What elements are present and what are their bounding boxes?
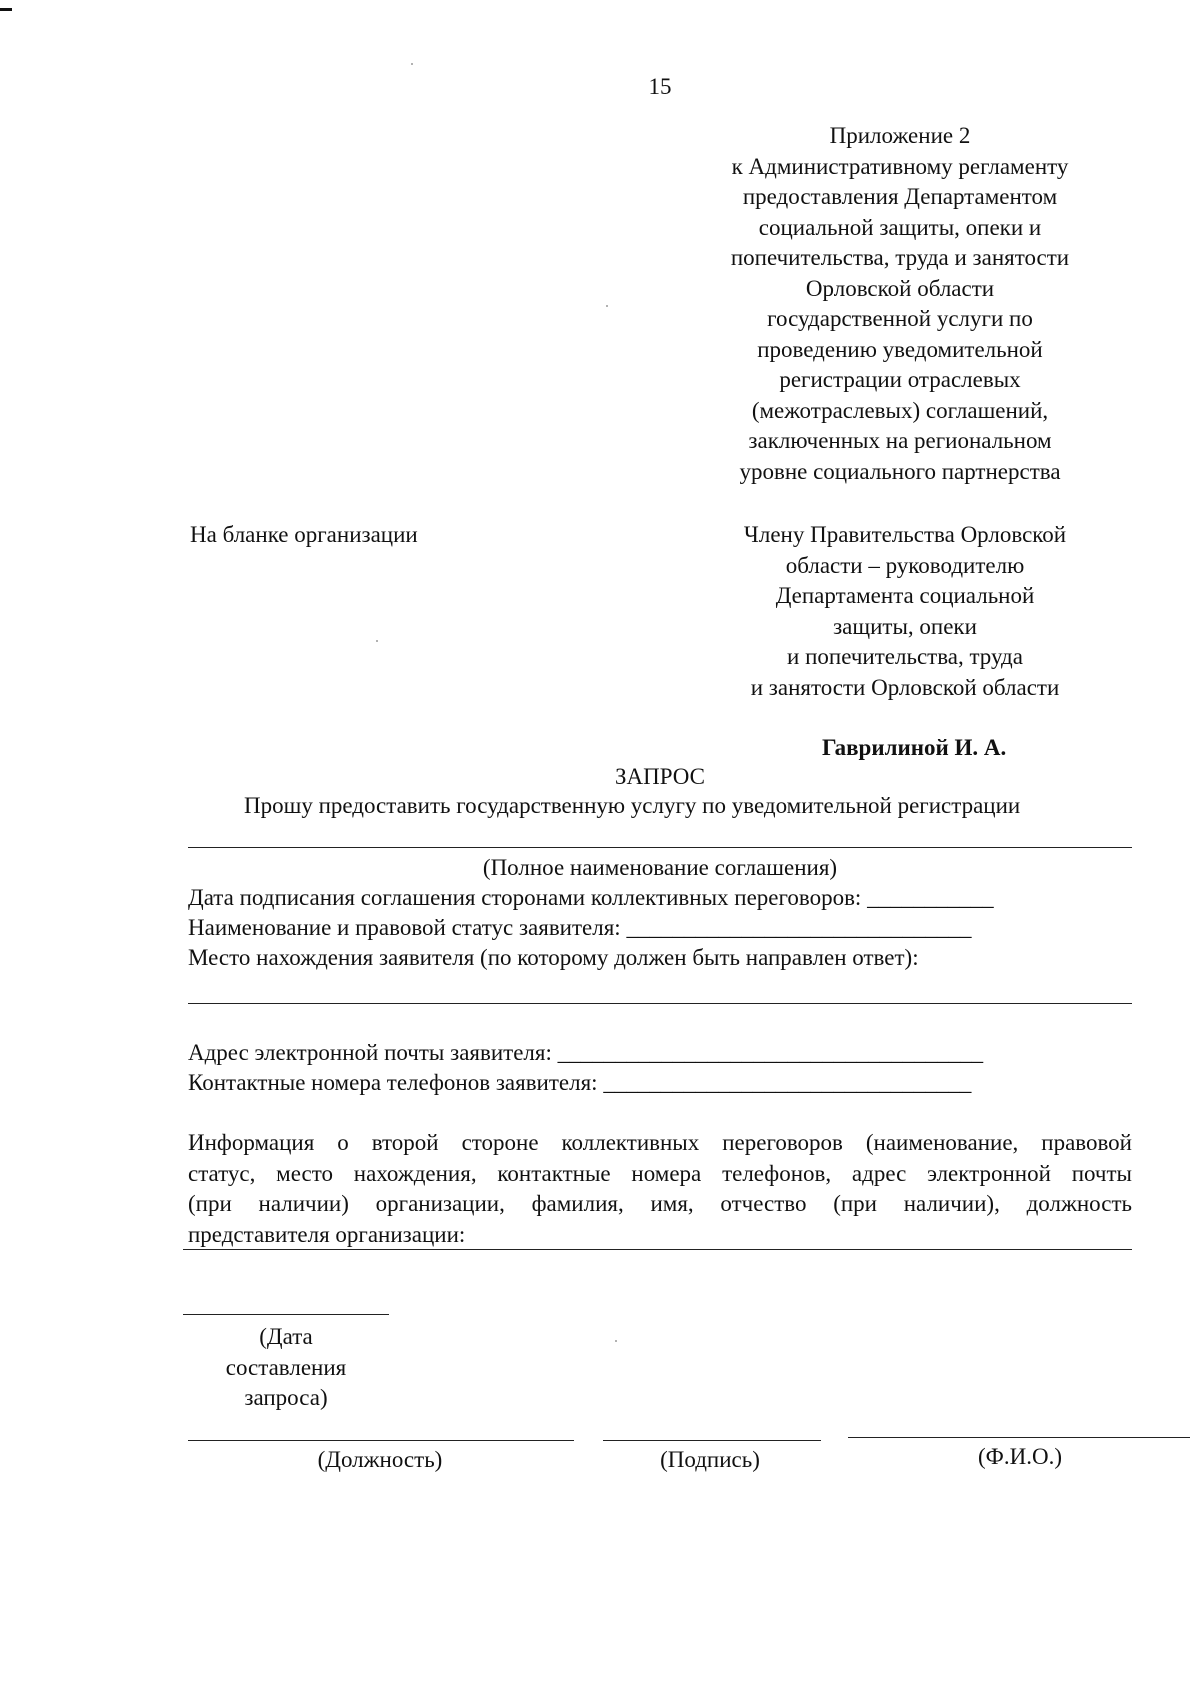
applicant-location-field: Место нахождения заявителя (по которому должен быть направлен ответ):	[188, 945, 919, 970]
phones-field: Контактные номера телефонов заявителя: ________________________________	[188, 1070, 972, 1095]
addressee-line: и попечительства, труда	[787, 644, 1023, 669]
second-party-line: (при наличии) организации, фамилия, имя, отчество (при наличии), должность	[188, 1191, 1132, 1216]
applicant-name-field: Наименование и правовой статус заявителя: ______________________________	[188, 915, 972, 940]
appendix-line: уровне социального партнерства	[739, 458, 1061, 484]
appendix-line: Орловской области	[805, 275, 995, 301]
second-party-line-rule	[183, 1249, 1132, 1250]
full-name-caption: (Ф.И.О.)	[978, 1444, 1062, 1469]
appendix-line: регистрации отраслевых	[779, 367, 1021, 392]
addressee-block	[718, 520, 1092, 703]
appendix-line: попечительства, труда и занятости	[730, 245, 1070, 270]
second-party-line: статус, место нахождения, контактные номера телефонов, адрес электронной почты	[188, 1160, 1132, 1186]
date-line	[183, 1314, 389, 1315]
appendix-line: государственной услуги по	[767, 306, 1033, 331]
full-name-line	[848, 1437, 1190, 1438]
request-title: ЗАПРОС	[614, 764, 706, 789]
agreement-caption: (Полное наименование соглашения)	[482, 855, 838, 880]
scan-speck	[376, 640, 378, 642]
signature-caption: (Подпись)	[660, 1447, 760, 1472]
date-caption-line: (Дата	[259, 1324, 313, 1349]
position-line	[188, 1440, 574, 1441]
second-party-line: Информация о второй стороне коллективных переговоров (наименование, правовой	[188, 1130, 1132, 1155]
page-number: 15	[648, 74, 672, 99]
date-caption-line: составления	[225, 1354, 347, 1380]
scan-speck	[615, 1340, 617, 1342]
agreement-name-line	[188, 847, 1132, 848]
addressee-line: и занятости Орловской области	[750, 674, 1060, 700]
appendix-line: Приложение 2	[829, 123, 971, 148]
appendix-block	[690, 121, 1110, 487]
addressee-line: Департамента социальной	[775, 583, 1035, 608]
addressee-line: области – руководителю	[785, 552, 1025, 578]
appendix-line: предоставления Департаментом	[742, 184, 1058, 209]
date-caption-line: запроса)	[244, 1385, 328, 1410]
appendix-line: заключенных на региональном	[748, 428, 1052, 453]
second-party-block	[188, 1128, 1132, 1250]
scan-speck	[411, 63, 413, 65]
second-party-line: представителя организации:	[188, 1221, 466, 1247]
letterhead-note: На бланке организации	[190, 522, 418, 547]
request-text: Прошу предоставить государственную услугу по уведомительной регистрации	[244, 793, 1021, 818]
scan-corner-mark	[0, 8, 12, 11]
addressee-line: защиты, опеки	[833, 613, 977, 639]
date-caption-block	[198, 1322, 374, 1414]
email-field: Адрес электронной почты заявителя: _____________________________________	[188, 1040, 984, 1065]
position-caption: (Должность)	[317, 1447, 443, 1472]
signing-date-field: Дата подписания соглашения сторонами коллективных переговоров: ___________	[188, 885, 994, 910]
appendix-line: социальной защиты, опеки и	[758, 214, 1042, 240]
addressee-line: Члену Правительства Орловской	[743, 522, 1067, 547]
appendix-line: к Административному регламенту	[731, 153, 1069, 179]
appendix-line: проведению уведомительной	[757, 336, 1043, 362]
scan-speck	[606, 305, 608, 307]
location-line	[188, 1003, 1132, 1004]
addressee-name: Гаврилиной И. А.	[822, 735, 1007, 760]
appendix-line: (межотраслевых) соглашений,	[751, 397, 1049, 423]
signature-line	[603, 1440, 821, 1441]
